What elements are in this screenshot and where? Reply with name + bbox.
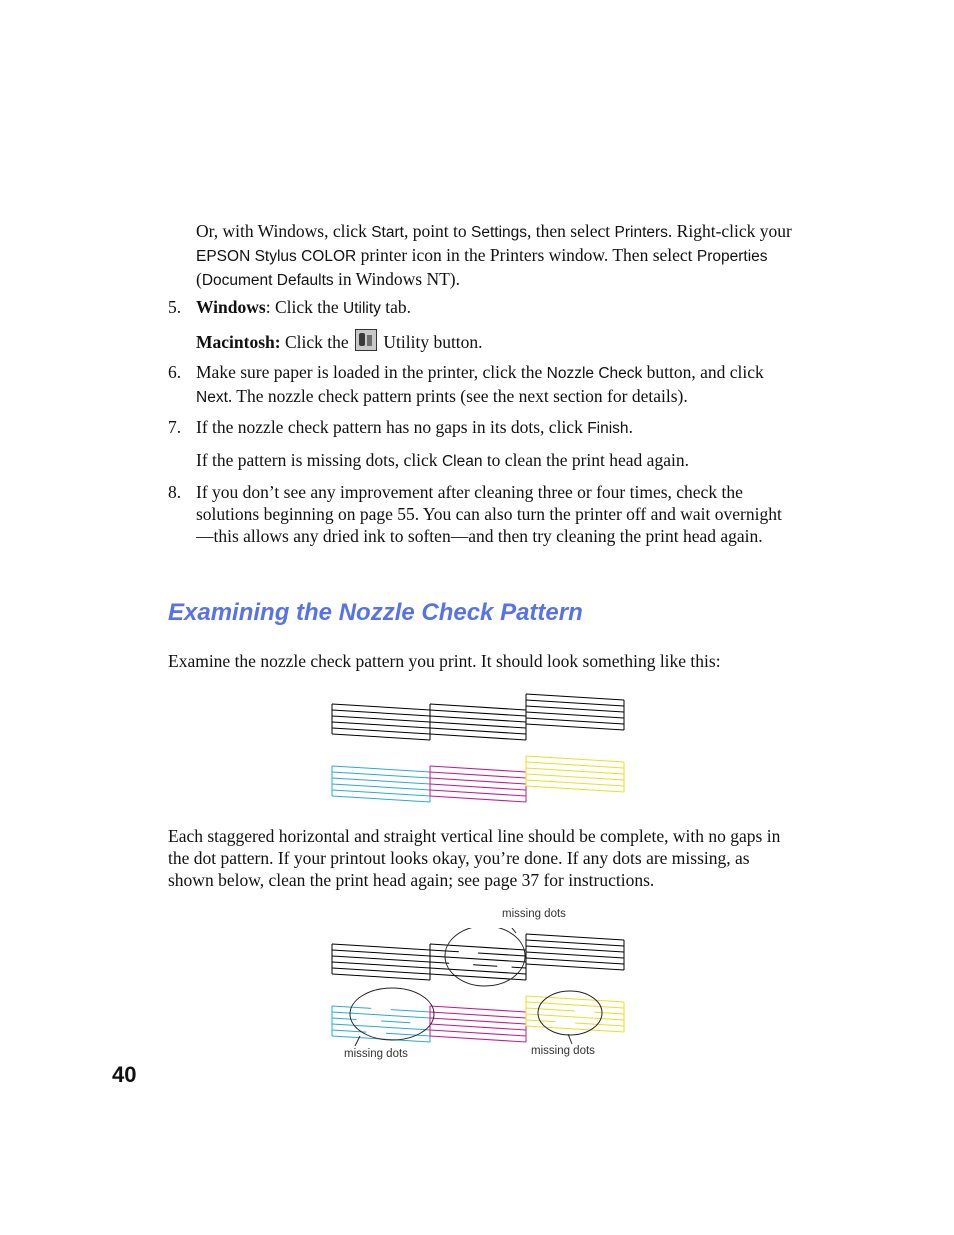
magenta-block-line (430, 772, 526, 778)
black-block-mid-line (430, 968, 526, 974)
cyan-block-line (332, 1024, 430, 1030)
black-block-mid-line (430, 944, 526, 950)
nozzle-pattern-missing (320, 928, 640, 1048)
nozzle-pattern-good (320, 688, 640, 808)
cyan-block-line (391, 1010, 430, 1012)
finish-label: Finish (587, 420, 629, 437)
black-block-right-line (526, 946, 624, 952)
intro-paragraph: Or, with Windows, click Start, point to Settings, then select Printers. Right-click your EPSON Stylus COLOR printer icon in the Printers window. Then select Properties (Document Defaults in Windows NT). (196, 221, 792, 289)
magenta-block-line (430, 1012, 526, 1018)
step-5 (168, 296, 798, 320)
yellow-block-line (595, 1012, 624, 1014)
magenta-block-line (430, 784, 526, 790)
black-block-left-line (332, 956, 430, 962)
black-block-mid-line (473, 965, 497, 967)
settings-label: Settings (471, 224, 528, 241)
cyan-block-line (332, 784, 430, 790)
black-block-right-line (526, 712, 624, 718)
black-block-left-line (332, 722, 430, 728)
magenta-block-line (430, 778, 526, 784)
black-block-left-line (332, 710, 430, 716)
black-block-left-line (332, 950, 430, 956)
black-block-mid-line (430, 734, 526, 740)
black-block-right-line (526, 952, 624, 958)
cyan-block-line (332, 778, 430, 784)
step-8-text: If you don’t see any improvement after cleaning three or four times, check the solutions beginning on page 55. You can also turn the printer off and wait overnight—this allows any dried ink to soften—and then try cleaning the print head again. (196, 482, 782, 546)
step-6-text: Make sure paper is loaded in the printer, click the Nozzle Check button, and click Next. The nozzle check pattern prints (see the next section for details). (196, 362, 764, 406)
yellow-block-line (526, 996, 624, 1002)
yellow-block-line (526, 756, 624, 762)
black-block-right-line (526, 934, 624, 940)
magenta-block-line (430, 790, 526, 796)
step-number: 6. (168, 362, 182, 382)
yellow-block-line (526, 1014, 624, 1020)
black-block-right-line (526, 706, 624, 712)
yellow-block-line (526, 786, 624, 792)
clean-label: Clean (441, 453, 483, 470)
magenta-block-line (430, 796, 526, 802)
page-number: 40 (112, 1062, 137, 1087)
black-block-left-line (332, 704, 430, 710)
yellow-block-line (526, 1026, 624, 1032)
black-block-left-line (332, 944, 430, 950)
magenta-block-line (430, 1024, 526, 1030)
yellow-block-line (526, 1008, 575, 1011)
missing-dots-callout-top: missing dots (502, 908, 566, 920)
black-block-right-line (526, 964, 624, 970)
step-5-windows: Windows: Click the Utility tab. (196, 297, 412, 317)
yellow-block-line (526, 1002, 624, 1008)
magenta-block-line (430, 1030, 526, 1036)
printers-label: Printers (614, 224, 668, 241)
black-block-mid-line (430, 950, 459, 952)
utility-tab-label: Utility (343, 300, 381, 317)
step-8 (168, 481, 798, 547)
magenta-block-line (430, 766, 526, 772)
black-block-mid-line (430, 710, 526, 716)
cyan-block-line (381, 1021, 410, 1023)
black-block-mid-line (430, 716, 526, 722)
utility-icon (355, 329, 377, 351)
black-block-right-line (526, 958, 624, 964)
black-block-mid-line (430, 728, 526, 734)
step-5-macintosh: Macintosh: Click the Utility button. (196, 329, 796, 353)
black-block-right-line (526, 700, 624, 706)
black-block-mid-line (430, 974, 526, 980)
yellow-block-line (526, 768, 624, 774)
examine-paragraph: Examine the nozzle check pattern you print. It should look something like this: (168, 651, 721, 671)
document-defaults-label: Document Defaults (201, 272, 334, 289)
missing-dots-callout-right: missing dots (531, 1045, 595, 1057)
black-block-left-line (332, 716, 430, 722)
black-block-mid-line (430, 722, 526, 728)
cyan-block-line (332, 1012, 430, 1018)
step-number: 7. (168, 417, 182, 437)
start-menu-label: Start (371, 224, 404, 241)
black-block-mid-line (430, 956, 526, 962)
magenta-block-line (430, 1018, 526, 1024)
yellow-block-line (526, 780, 624, 786)
black-block-mid-line (512, 967, 526, 968)
black-block-mid-line (430, 704, 526, 710)
missing-dots-callout-left: missing dots (344, 1048, 408, 1060)
step-number: 5. (168, 297, 182, 317)
black-block-right-line (526, 694, 624, 700)
black-block-left-line (332, 968, 430, 974)
cyan-block-line (332, 1018, 357, 1020)
step-7-text: If the nozzle check pattern has no gaps in its dots, click Finish. (196, 417, 633, 437)
step-6 (168, 361, 798, 409)
black-block-left-line (332, 962, 430, 968)
cyan-block-line (332, 772, 430, 778)
black-block-left-line (332, 728, 430, 734)
properties-label: Properties (696, 248, 768, 265)
magenta-block-line (430, 1036, 526, 1042)
yellow-block-line (526, 774, 624, 780)
next-label: Next (196, 389, 228, 406)
step-7-missing-dots: If the pattern is missing dots, click Clean to clean the print head again. (196, 450, 689, 470)
step-7 (168, 416, 798, 440)
nozzle-check-label: Nozzle Check (546, 365, 643, 382)
cyan-block-line (332, 766, 430, 772)
black-block-mid-line (478, 953, 526, 956)
black-block-left-line (332, 734, 430, 740)
yellow-block-line (526, 762, 624, 768)
black-block-right-line (526, 940, 624, 946)
staggered-paragraph: Each staggered horizontal and straight vertical line should be complete, with no gaps in the dot pattern. If your printout looks okay, you’re done. If any dots are missing, as shown below, clean the print head again; see page 37 for instructions. (168, 826, 781, 890)
section-heading: Examining the Nozzle Check Pattern (168, 599, 583, 626)
black-block-right-line (526, 724, 624, 730)
cyan-block-line (332, 796, 430, 802)
epson-printer-label: EPSON Stylus COLOR (196, 248, 357, 265)
black-block-left-line (332, 974, 430, 980)
yellow-block-line (575, 1023, 624, 1026)
cyan-block-line (386, 1033, 430, 1036)
black-block-right-line (526, 718, 624, 724)
cyan-block-line (332, 790, 430, 796)
step-number: 8. (168, 482, 182, 502)
magenta-block-line (430, 1006, 526, 1012)
